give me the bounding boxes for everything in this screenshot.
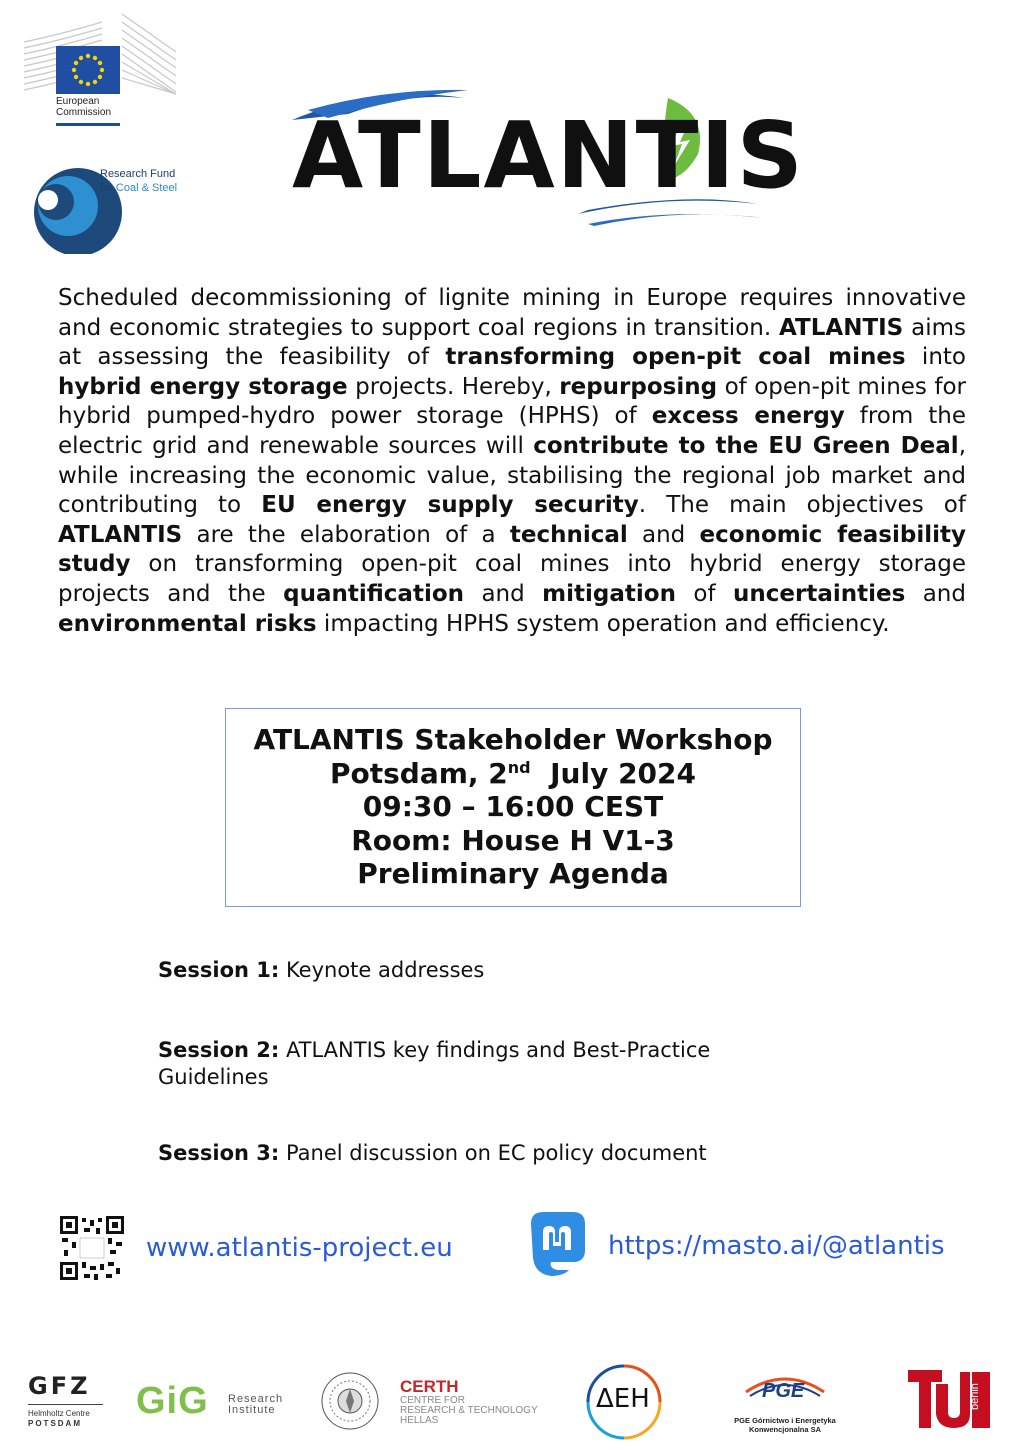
- session-1: [158, 957, 798, 984]
- rfcs-line2-prefix: for: [100, 182, 116, 194]
- intro-text: , while increasing the economic value, stabilising the regional job market and contributing to: [58, 432, 966, 519]
- intro-text: and: [905, 580, 966, 607]
- intro-emphasis: repurposing: [559, 373, 718, 400]
- intro-text: from the electric grid and renewable sources will: [58, 403, 966, 459]
- rfcs-line2: [100, 181, 177, 195]
- gfz-logo-subtitle: [28, 1409, 90, 1429]
- session-label: Session 2:: [158, 1038, 280, 1062]
- deh-logo-text: ΔΕΗ: [596, 1384, 650, 1414]
- intro-text: impacting HPHS system operation and efficiency.: [316, 610, 890, 637]
- workshop-title: ATLANTIS Stakeholder Workshop: [253, 723, 773, 756]
- certh-logo-title: CERTH: [400, 1377, 459, 1396]
- gig-sub-line1: Research: [228, 1393, 284, 1405]
- intro-emphasis: mitigation: [542, 580, 676, 607]
- session-label: Session 3:: [158, 1141, 280, 1165]
- intro-emphasis: transforming open-pit coal mines: [445, 344, 906, 371]
- mastodon-icon[interactable]: [525, 1210, 591, 1278]
- workshop-date-rest: July 2024: [530, 756, 696, 790]
- gig-logo-title: GiG: [136, 1380, 209, 1422]
- tu-berlin-text: berlin: [969, 1383, 981, 1410]
- intro-emphasis: ATLANTIS: [779, 314, 904, 341]
- intro-text: Scheduled decommissioning of lignite mining in Europe requires innovative and economic strategies to support coal regions in transition.: [58, 285, 966, 341]
- workshop-date-ordinal: nd: [507, 757, 531, 777]
- session-2: [158, 1037, 778, 1091]
- pge-logo-text: PGE: [762, 1380, 805, 1402]
- certh-emblem-icon: [314, 1370, 386, 1432]
- intro-text: and: [464, 580, 543, 607]
- intro-text: aims at assessing the feasibility of: [58, 314, 967, 371]
- intro-emphasis: EU energy supply security: [261, 492, 639, 519]
- gig-sub-line2: Institute: [228, 1404, 276, 1416]
- intro-text: of open-pit mines for hybrid pumped-hydro power storage (HPHS) of: [58, 373, 967, 430]
- session-label: Session 1:: [158, 958, 280, 982]
- gfz-logo-rule: [28, 1404, 103, 1405]
- workshop-date-prefix: Potsdam, 2: [329, 756, 508, 790]
- intro-emphasis: uncertainties: [733, 580, 906, 607]
- intro-emphasis: economic feasibility study: [58, 521, 966, 578]
- session-text: ATLANTIS key findings and Best-Practice Guidelines: [158, 1038, 711, 1089]
- rfcs-line2-accent: Coal & Steel: [115, 182, 178, 194]
- intro-emphasis: environmental risks: [58, 610, 317, 637]
- rfcs-line1: Research Fund: [100, 168, 176, 180]
- intro-paragraph: [58, 284, 966, 639]
- ec-label-line1: European: [56, 96, 100, 107]
- session-3: [158, 1140, 798, 1167]
- ec-label: [56, 96, 111, 118]
- intro-text: are the elaboration of a: [182, 521, 510, 548]
- workshop-room: Room: House H V1-3: [351, 823, 675, 857]
- intro-text: and: [627, 521, 700, 548]
- certh-sub-line3: HELLAS: [400, 1415, 439, 1426]
- intro-text: projects. Hereby,: [347, 373, 560, 400]
- certh-sub-line2: RESEARCH & TECHNOLOGY: [400, 1405, 538, 1416]
- intro-emphasis: technical: [509, 521, 628, 548]
- workshop-agenda: Preliminary Agenda: [357, 857, 669, 890]
- mastodon-link[interactable]: https://masto.ai/@atlantis: [608, 1231, 945, 1261]
- session-text: Keynote addresses: [279, 958, 485, 982]
- website-link[interactable]: www.atlantis-project.eu: [146, 1233, 453, 1263]
- ec-label-line2: Commission: [56, 107, 112, 118]
- workshop-info-box: [225, 708, 801, 907]
- intro-text: of: [675, 580, 733, 607]
- workshop-date: [226, 757, 800, 791]
- gig-logo-subtitle: [228, 1394, 283, 1416]
- intro-emphasis: ATLANTIS: [58, 521, 183, 548]
- gfz-sub-line1: Helmholtz Centre: [28, 1409, 90, 1418]
- rfcs-text: [100, 167, 177, 195]
- intro-emphasis: excess energy: [651, 403, 845, 430]
- intro-text: into: [905, 344, 966, 371]
- session-text: Panel discussion on EC policy document: [279, 1141, 707, 1165]
- gfz-sub-line2: POTSDAM: [28, 1419, 82, 1428]
- certh-logo-subtitle: [400, 1396, 538, 1426]
- intro-text: . The main objectives of: [638, 492, 966, 519]
- qr-code-icon[interactable]: [60, 1216, 124, 1280]
- intro-emphasis: contribute to the EU Green Deal: [533, 432, 959, 459]
- ec-rule: [56, 123, 120, 126]
- intro-emphasis: quantification: [283, 580, 465, 607]
- workshop-time: 09:30 – 16:00 CEST: [362, 790, 664, 823]
- pge-logo-subtitle: PGE Górnictwo i Energetyka Konwencjonalna SA: [734, 1416, 836, 1434]
- gfz-logo-title: GFZ: [28, 1372, 91, 1400]
- atlantis-wordmark: ATLANTIS: [292, 102, 805, 209]
- intro-emphasis: hybrid energy storage: [58, 373, 348, 400]
- certh-sub-line1: CENTRE FOR: [400, 1395, 465, 1406]
- intro-text: on transforming open-pit coal mines into hybrid energy storage projects and the: [58, 551, 966, 607]
